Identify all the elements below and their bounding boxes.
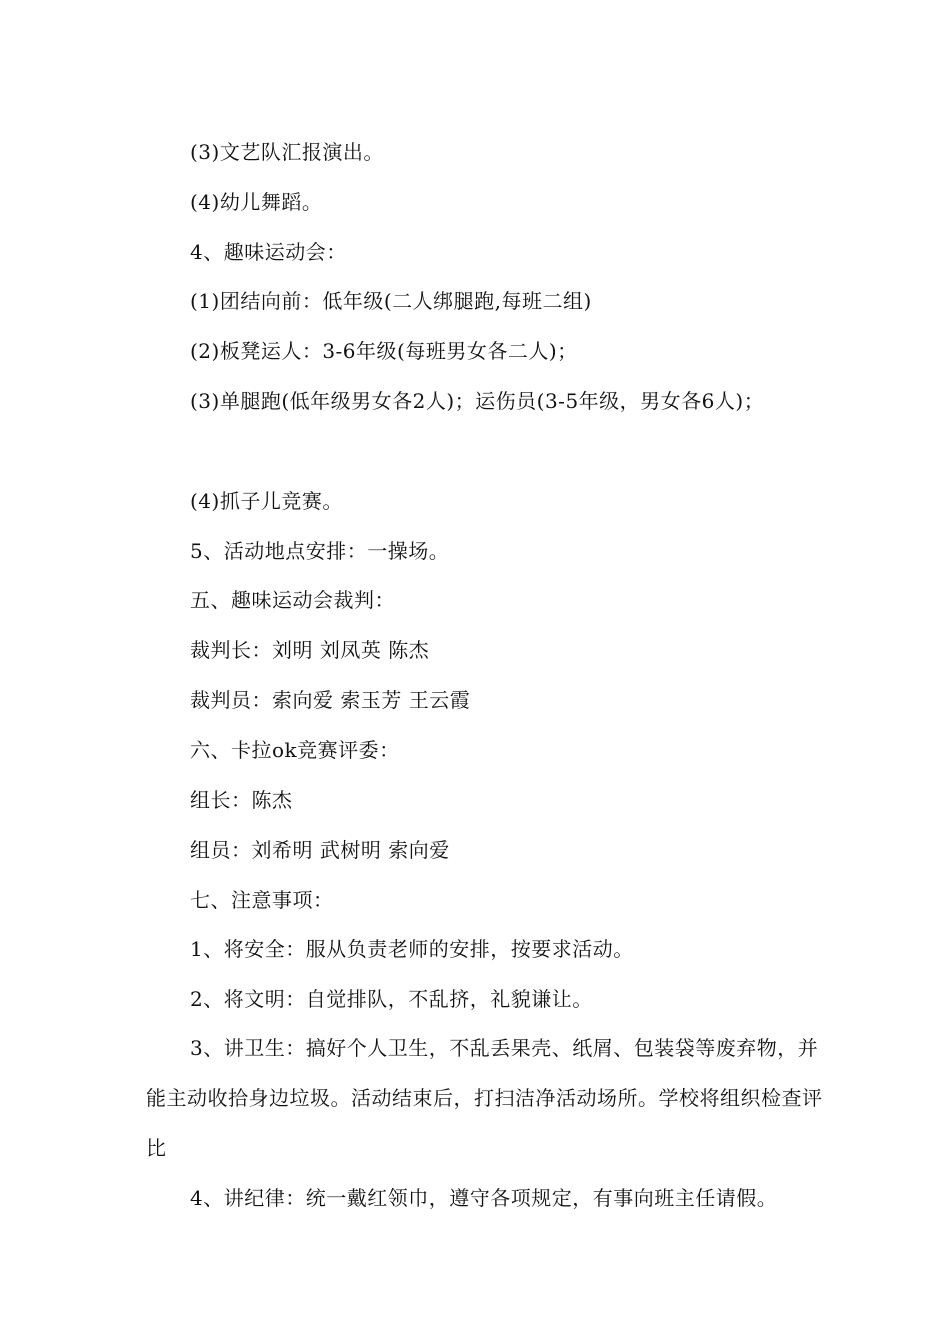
text-line: (4)抓子儿竞赛。 bbox=[190, 489, 343, 513]
paragraph-hygiene: 3、讲卫生：搞好个人卫生，不乱丢果壳、纸屑、包装袋等废弃物，并能主动收拾身边垃圾。活动结束后，打扫洁净活动场所。学校将组织检查评比 bbox=[146, 1036, 823, 1160]
text-line: 4、趣味运动会： bbox=[190, 240, 347, 264]
text-line: 5、活动地点安排：一操场。 bbox=[190, 539, 450, 563]
text-line: (1)团结向前：低年级(二人绑腿跑,每班二组) bbox=[190, 289, 592, 313]
text-line: (3)文艺队汇报演出。 bbox=[190, 140, 384, 164]
text-line: 2、将文明：自觉排队，不乱挤，礼貌谦让。 bbox=[190, 987, 593, 1011]
text-line: (2)板凳运人：3-6年级(每班男女各二人)； bbox=[190, 339, 578, 363]
text-line: 组长：陈杰 bbox=[190, 788, 293, 812]
text-line: 组员：刘希明 武树明 索向爱 bbox=[190, 838, 450, 862]
paragraph-discipline: 4、讲纪律：统一戴红领巾，遵守各项规定，有事向班主任请假。 bbox=[190, 1186, 778, 1210]
section-heading: 五、趣味运动会裁判： bbox=[190, 588, 395, 612]
text-line: 裁判员：索向爱 索玉芳 王云霞 bbox=[190, 688, 471, 712]
text-line: (4)幼儿舞蹈。 bbox=[190, 190, 323, 214]
text-line: 1、将安全：服从负责老师的安排，按要求活动。 bbox=[190, 937, 634, 961]
text-line: 裁判长：刘明 刘凤英 陈杰 bbox=[190, 638, 430, 662]
section-heading: 七、注意事项： bbox=[190, 888, 334, 912]
section-heading: 六、卡拉ok竞赛评委： bbox=[190, 738, 400, 762]
text-line: (3)单腿跑(低年级男女各2人)；运伤员(3-5年级，男女各6人)； bbox=[190, 389, 765, 413]
